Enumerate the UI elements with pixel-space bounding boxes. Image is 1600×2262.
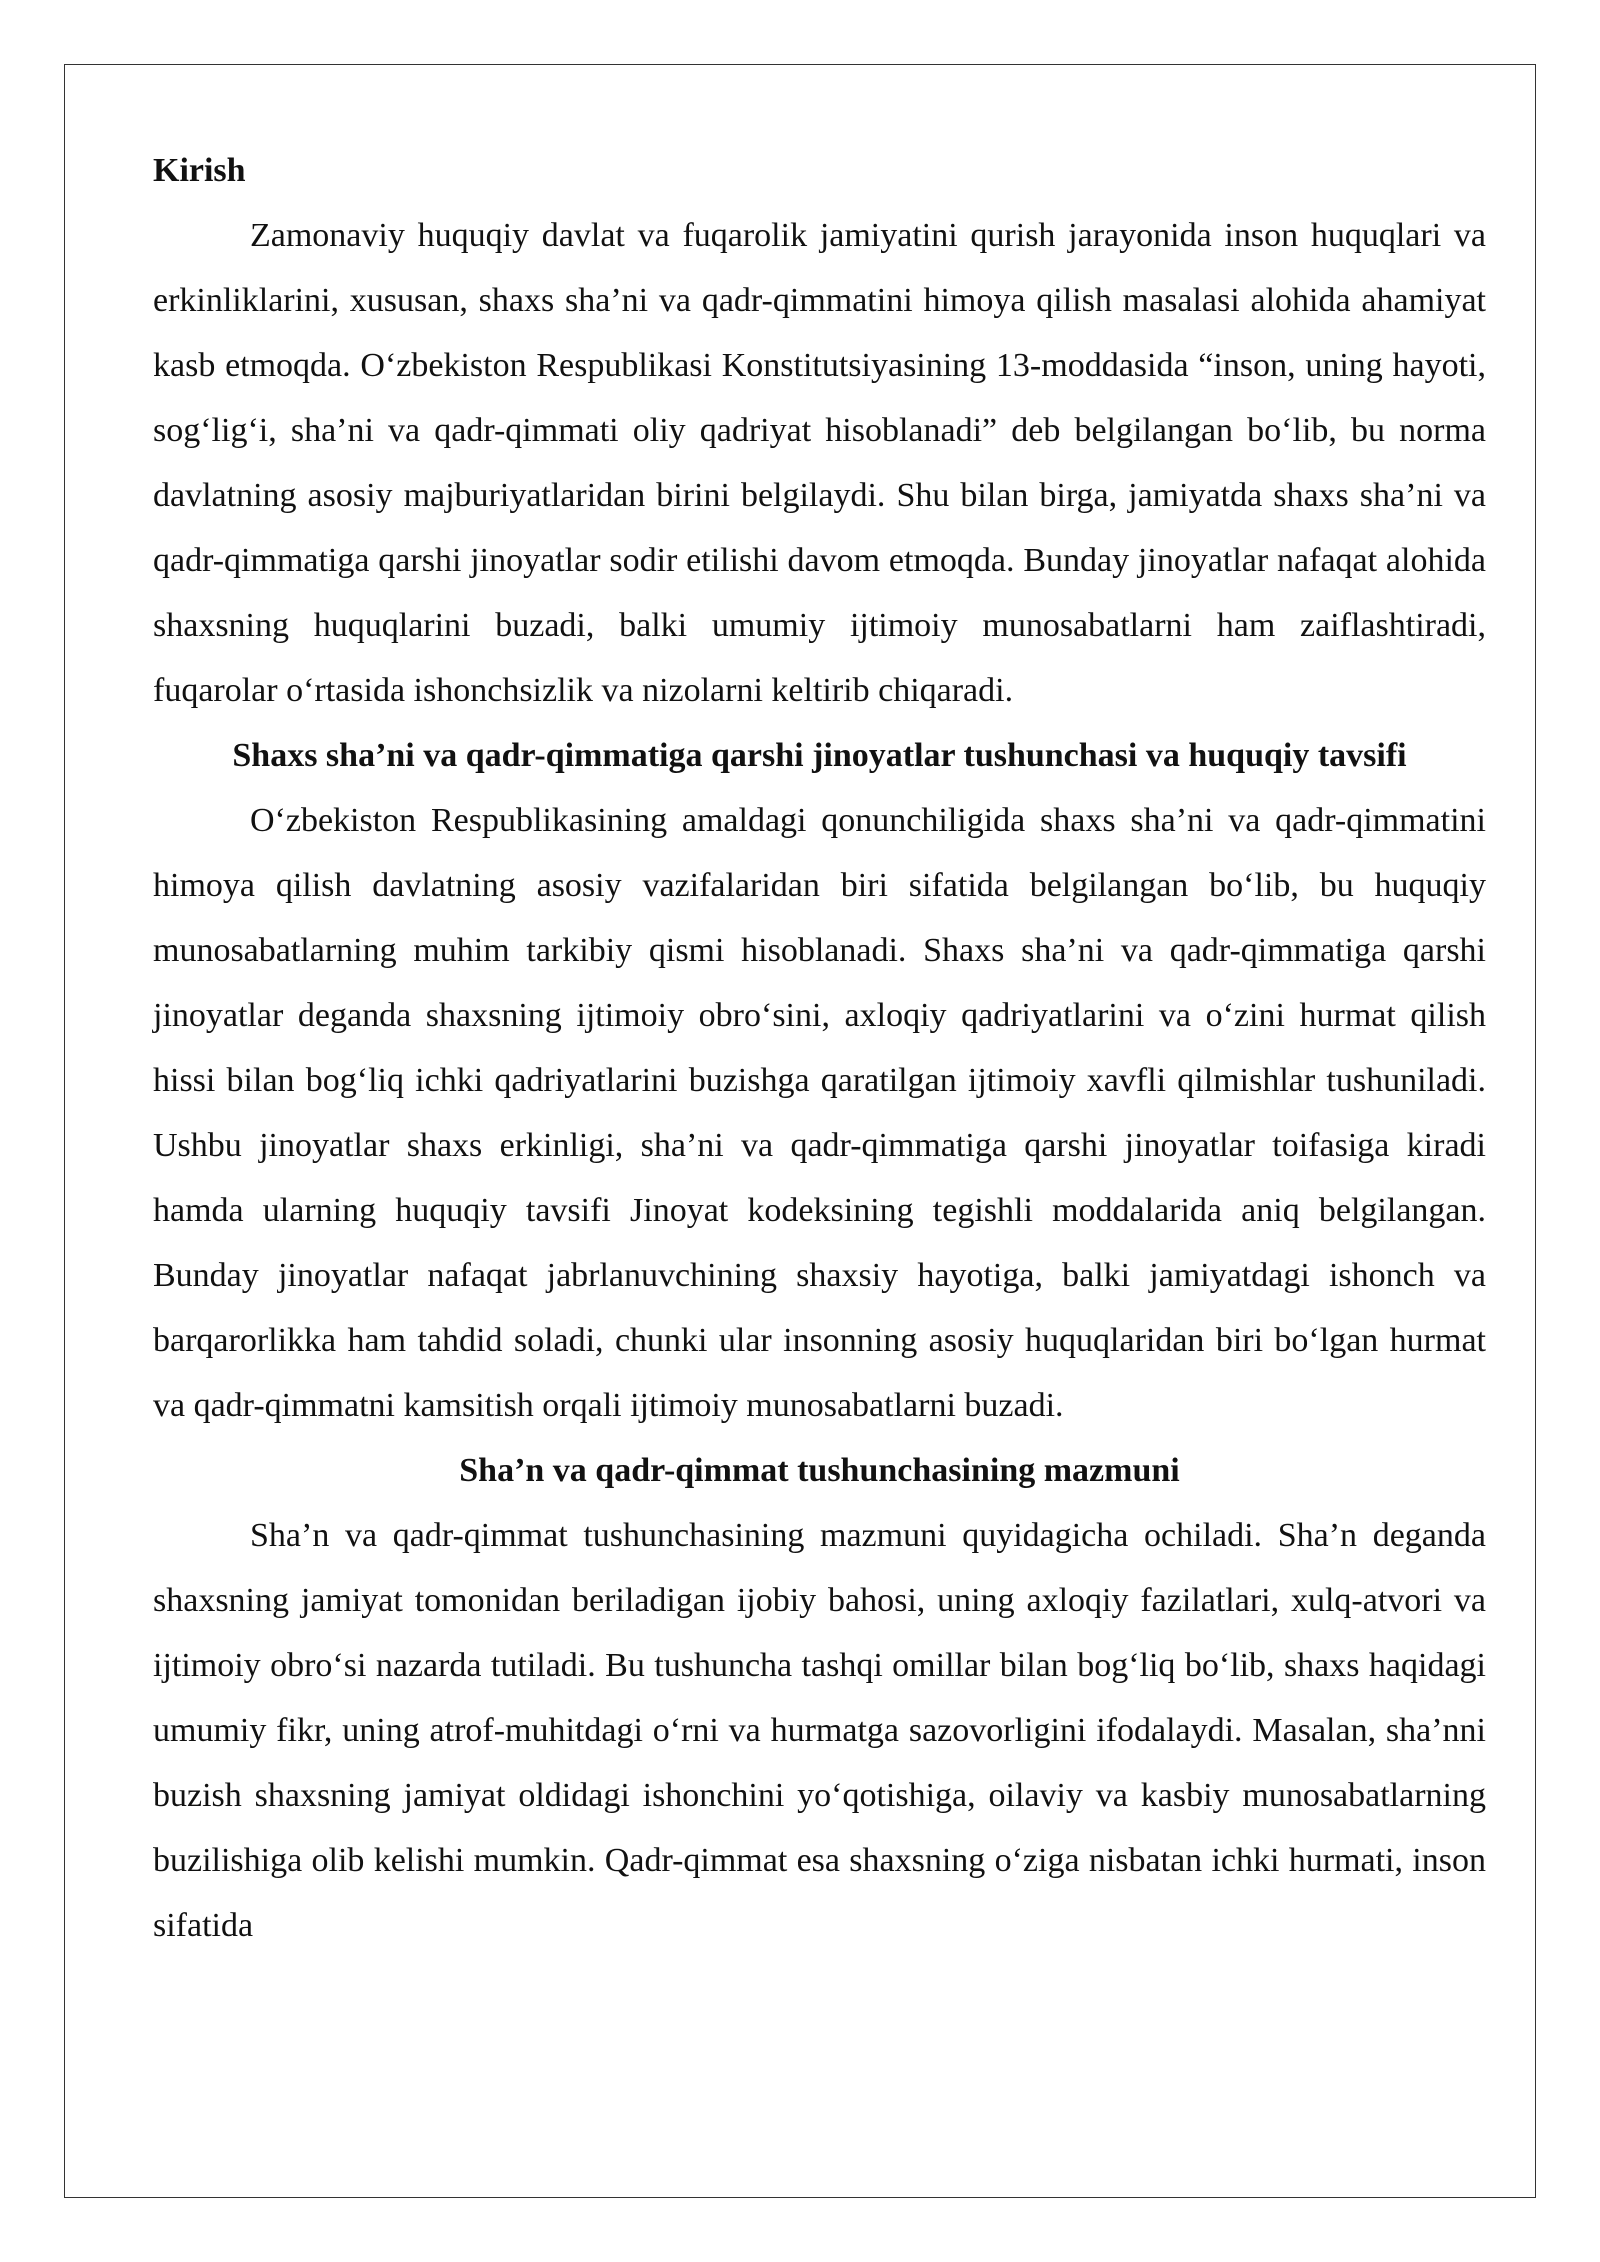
paragraph-section-1: O‘zbekiston Respublikasining amaldagi qonunchiligida shaxs sha’ni va qadr-qimmatini himoya qilish davlatning asosiy vazifalaridan biri sifatida belgilangan bo‘lib, bu huquqiy munosabatlarning muhim tarkibiy qismi hisoblanadi. Shaxs sha’ni va qadr-qimmatiga qarshi jinoyatlar deganda shaxsning ijtimoiy obro‘sini, axloqiy qadriyatlarini va o‘zini hurmat qilish hissi bilan bog‘liq ichki qadriyatlarini buzishga qaratilgan ijtimoiy xavfli qilmishlar tushuniladi. Ushbu jinoyatlar shaxs erkinligi, sha’ni va qadr-qimmatiga qarshi jinoyatlar toifasiga kiradi hamda ularning huquqiy tavsifi Jinoyat kodeksining tegishli moddalarida aniq belgilangan. Bunday jinoyatlar nafaqat jabrlanuvchining shaxsiy hayotiga, balki jamiyatdagi ishonch va barqarorlikka ham tahdid soladi, chunki ular insonning asosiy huquqlaridan biri bo‘lgan hurmat va qadr-qimmatni kamsitish orqali ijtimoiy munosabatlarni buzadi. bbox=[153, 802, 1486, 1424]
heading-section-2: Sha’n va qadr-qimmat tushunchasining mazmuni bbox=[459, 1452, 1180, 1489]
paragraph-intro: Zamonaviy huquqiy davlat va fuqarolik jamiyatini qurish jarayonida inson huquqlari va erkinliklarini, xususan, shaxs sha’ni va qadr-qimmatini himoya qilish masalasi alohida ahamiyat kasb etmoqda. O‘zbekiston Respublikasi Konstitutsiyasining 13-moddasida “inson, uning hayoti, sog‘lig‘i, sha’ni va qadr-qimmati oliy qadriyat hisoblanadi” deb belgilangan bo‘lib, bu norma davlatning asosiy majburiyatlaridan birini belgilaydi. Shu bilan birga, jamiyatda shaxs sha’ni va qadr-qimmatiga qarshi jinoyatlar sodir etilishi davom etmoqda. Bunday jinoyatlar nafaqat alohida shaxsning huquqlarini buzadi, balki umumiy ijtimoiy munosabatlarni ham zaiflashtiradi, fuqarolar o‘rtasida ishonchsizlik va nizolarni keltirib chiqaradi. bbox=[153, 217, 1486, 709]
document-body bbox=[153, 138, 1486, 1958]
heading-intro: Kirish bbox=[153, 152, 246, 189]
paragraph-section-2: Sha’n va qadr-qimmat tushunchasining mazmuni quyidagicha ochiladi. Sha’n deganda shaxsning jamiyat tomonidan beriladigan ijobiy bahosi, uning axloqiy fazilatlari, xulq-atvori va ijtimoiy obro‘si nazarda tutiladi. Bu tushuncha tashqi omillar bilan bog‘liq bo‘lib, shaxs haqidagi umumiy fikr, uning atrof-muhitdagi o‘rni va hurmatga sazovorligini ifodalaydi. Masalan, sha’nni buzish shaxsning jamiyat oldidagi ishonchini yo‘qotishiga, oilaviy va kasbiy munosabatlarning buzilishiga olib kelishi mumkin. Qadr-qimmat esa shaxsning o‘ziga nisbatan ichki hurmati, inson sifatida bbox=[153, 1517, 1486, 1944]
heading-section-1: Shaxs sha’ni va qadr-qimmatiga qarshi jinoyatlar tushunchasi va huquqiy tavsifi bbox=[232, 737, 1407, 774]
